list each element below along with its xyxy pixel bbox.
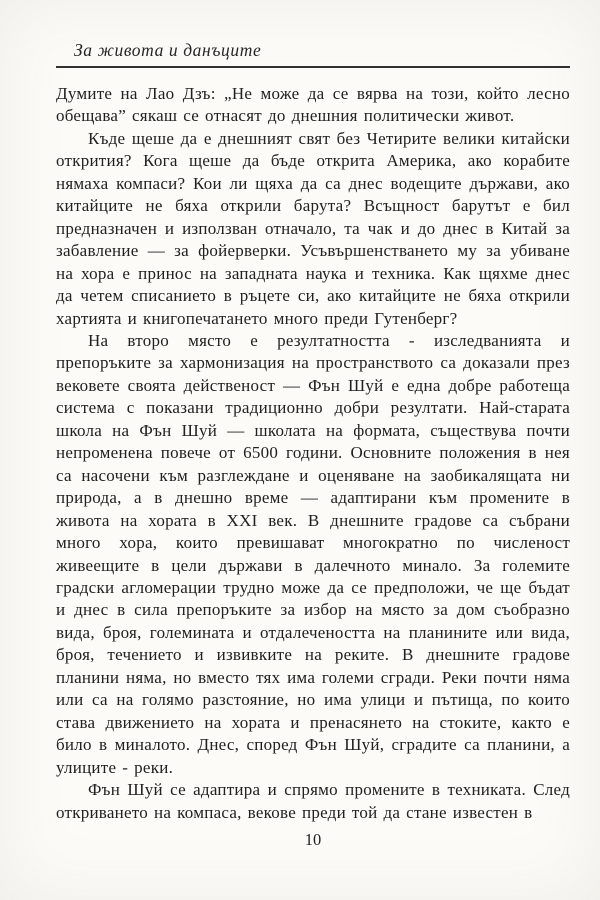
paragraph: На второ място е резултатността - изследванията и препоръките за хармонизация на пространството са доказали през вековете своята действеност — Фън Шуй е една добре работеща система с показани традиционно добри резултати. Най-старата школа на Фън Шуй — школата на формата, съществува почти непроменена повече от 6500 години. Основните положения в нея са насочени към разглеждане и оценяване на заобикалящата ни природа, а в днешно време — адаптирани към промените в живота на хората в XXI век. В днешните градове са събрани много хора, които превишават многократно по численост живеещите в цели държави в далечното минало. За големите градски агломерации трудно може да се предположи, че ще бъдат и днес в сила препоръките за избор на място за дом съобразно вида, броя, големината и отдалечеността на планините или вида, броя, течението и извивките на реките. В днешните градове планини няма, но вместо тях има големи сгради. Реки почти няма или са на голямо разстояние, но има улици и пътища, по които става движението на хората и пренасянето на стоките, както е било в миналото. Днес, според Фън Шуй, сградите са планини, а улиците - реки.: [56, 330, 570, 777]
page-number: 10: [304, 830, 322, 849]
page-content: [56, 40, 570, 824]
paragraph: Фън Шуй се адаптира и спрямо промените в техниката. След откриването на компаса, векове преди той да стане известен в: [56, 780, 570, 822]
header-rule: [56, 66, 570, 68]
paragraph: Къде щеше да е днешният свят без Четирите велики китайски открития? Кога щеше да бъде открита Америка, ако корабите нямаха компаси? Кои ли щяха да са днес водещите държави, ако китайците не бяха открили барута? Всъщност барутът е бил предназначен и използван отначало, та чак и до днес в Китай за забавление — за фойерверки. Усъвършенстването му за убиване на хора е принос на западната наука и техника. Как щяхме днес да четем списанието в ръцете си, ако китайците не бяха открили хартията и книгопечатането много преди Гутенберг?: [56, 128, 570, 328]
paragraph: Думите на Лао Дзъ: „Не може да се вярва на този, който лесно обещава” сякаш се отнасят до днешния политически живот.: [56, 84, 570, 126]
body-text: [56, 83, 570, 824]
running-header: За живота и данъците: [74, 40, 262, 60]
